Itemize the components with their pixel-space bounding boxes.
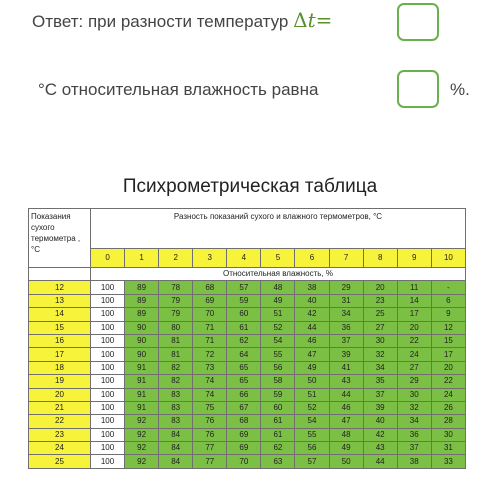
humidity-cell: 100 — [91, 388, 125, 401]
humidity-cell: 20 — [397, 321, 431, 334]
humidity-cell: 92 — [125, 415, 159, 428]
humidity-cell: 72 — [193, 348, 227, 361]
table-row — [29, 321, 466, 334]
table-row — [29, 308, 466, 321]
humidity-cell: 46 — [295, 334, 329, 347]
difference-value-cell: 7 — [329, 249, 363, 268]
humidity-cell: 15 — [431, 334, 465, 347]
humidity-cell: 82 — [159, 375, 193, 388]
humidity-cell: 89 — [125, 294, 159, 307]
dry-temperature-cell: 22 — [29, 415, 91, 428]
dry-temperature-cell: 17 — [29, 348, 91, 361]
humidity-cell: 90 — [125, 334, 159, 347]
humidity-cell: - — [431, 281, 465, 294]
dry-temperature-cell: 12 — [29, 281, 91, 294]
humidity-cell: 56 — [261, 361, 295, 374]
humidity-cell: 91 — [125, 401, 159, 414]
humidity-cell: 35 — [363, 375, 397, 388]
humidity-cell: 100 — [91, 455, 125, 468]
humidity-cell: 14 — [397, 294, 431, 307]
table-row — [29, 361, 466, 374]
humidity-cell: 51 — [261, 308, 295, 321]
humidity-cell: 51 — [295, 388, 329, 401]
humidity-cell: 100 — [91, 375, 125, 388]
table-header-row — [29, 209, 466, 249]
humidity-cell: 26 — [431, 401, 465, 414]
humidity-cell: 70 — [227, 455, 261, 468]
humidity-cell: 61 — [227, 321, 261, 334]
dry-temperature-cell: 23 — [29, 428, 91, 441]
humidity-cell: 59 — [261, 388, 295, 401]
humidity-cell: 71 — [193, 334, 227, 347]
table-title: Психрометрическая таблица — [122, 176, 378, 197]
humidity-cell: 32 — [397, 401, 431, 414]
humidity-cell: 42 — [363, 428, 397, 441]
humidity-cell: 20 — [431, 361, 465, 374]
dry-temperature-cell: 18 — [29, 361, 91, 374]
humidity-cell: 55 — [295, 428, 329, 441]
humidity-cell: 62 — [261, 442, 295, 455]
dry-temperature-cell: 19 — [29, 375, 91, 388]
humidity-cell: 64 — [227, 348, 261, 361]
humidity-cell: 33 — [431, 455, 465, 468]
humidity-cell: 11 — [397, 281, 431, 294]
humidity-cell: 54 — [295, 415, 329, 428]
dry-temperature-cell: 14 — [29, 308, 91, 321]
delta-symbol: Δ — [293, 8, 308, 32]
humidity-cell: 6 — [431, 294, 465, 307]
humidity-cell: 68 — [227, 415, 261, 428]
humidity-cell: 74 — [193, 375, 227, 388]
humidity-cell: 27 — [363, 321, 397, 334]
humidity-cell: 91 — [125, 375, 159, 388]
humidity-cell: 24 — [431, 388, 465, 401]
humidity-cell: 40 — [295, 294, 329, 307]
humidity-cell: 84 — [159, 455, 193, 468]
humidity-cell: 37 — [363, 388, 397, 401]
table-row — [29, 455, 466, 468]
humidity-cell: 70 — [193, 308, 227, 321]
humidity-cell: 68 — [193, 281, 227, 294]
table-row — [29, 401, 466, 414]
humidity-cell: 65 — [227, 361, 261, 374]
humidity-cell: 40 — [363, 415, 397, 428]
humidity-cell: 63 — [261, 455, 295, 468]
humidity-cell: 30 — [363, 334, 397, 347]
table-row — [29, 428, 466, 441]
humidity-cell: 34 — [329, 308, 363, 321]
humidity-cell: 62 — [227, 334, 261, 347]
humidity-cell: 24 — [397, 348, 431, 361]
humidity-cell: 79 — [159, 308, 193, 321]
difference-values-row — [29, 249, 466, 268]
humidity-cell: 82 — [159, 361, 193, 374]
humidity-cell: 37 — [329, 334, 363, 347]
humidity-cell: 92 — [125, 428, 159, 441]
humidity-cell: 84 — [159, 428, 193, 441]
humidity-cell: 69 — [227, 442, 261, 455]
dry-temperature-cell: 13 — [29, 294, 91, 307]
humidity-cell: 66 — [227, 388, 261, 401]
humidity-cell: 48 — [261, 281, 295, 294]
humidity-cell: 31 — [329, 294, 363, 307]
humidity-cell: 100 — [91, 415, 125, 428]
humidity-cell: 75 — [193, 401, 227, 414]
humidity-cell: 29 — [329, 281, 363, 294]
humidity-cell: 92 — [125, 442, 159, 455]
dry-temperature-cell: 16 — [29, 334, 91, 347]
humidity-cell: 43 — [363, 442, 397, 455]
humidity-cell: 55 — [261, 348, 295, 361]
humidity-cell: 91 — [125, 388, 159, 401]
humidity-cell: 32 — [363, 348, 397, 361]
humidity-cell: 100 — [91, 428, 125, 441]
humidity-cell: 67 — [227, 401, 261, 414]
humidity-cell: 56 — [295, 442, 329, 455]
table-row — [29, 375, 466, 388]
dry-temperature-cell: 20 — [29, 388, 91, 401]
humidity-cell: 65 — [227, 375, 261, 388]
delta-variable: t — [307, 8, 316, 32]
difference-value-cell: 10 — [431, 249, 465, 268]
humidity-cell: 100 — [91, 401, 125, 414]
humidity-cell: 12 — [431, 321, 465, 334]
humidity-cell: 47 — [295, 348, 329, 361]
table-row — [29, 415, 466, 428]
humidity-cell: 69 — [193, 294, 227, 307]
humidity-cell: 9 — [431, 308, 465, 321]
percent-sign: %. — [450, 80, 470, 99]
table-row — [29, 281, 466, 294]
humidity-cell: 100 — [91, 321, 125, 334]
humidity-cell: 29 — [397, 375, 431, 388]
difference-value-cell: 0 — [91, 249, 125, 268]
humidity-cell: 100 — [91, 308, 125, 321]
humidity-cell: 28 — [431, 415, 465, 428]
humidity-cell: 44 — [329, 388, 363, 401]
delta-t-formula — [293, 8, 316, 32]
humidity-cell: 31 — [431, 442, 465, 455]
table-row — [29, 388, 466, 401]
difference-value-cell: 3 — [193, 249, 227, 268]
humidity-cell: 90 — [125, 348, 159, 361]
humidity-header-row — [29, 268, 466, 281]
humidity-cell: 30 — [397, 388, 431, 401]
humidity-cell: 58 — [261, 375, 295, 388]
humidity-cell: 46 — [329, 401, 363, 414]
humidity-cell: 91 — [125, 361, 159, 374]
humidity-cell: 38 — [397, 455, 431, 468]
equals-sign: = — [315, 8, 333, 32]
humidity-cell: 54 — [261, 334, 295, 347]
humidity-cell: 78 — [159, 281, 193, 294]
table-row — [29, 334, 466, 347]
humidity-cell: 30 — [431, 428, 465, 441]
humidity-cell: 80 — [159, 321, 193, 334]
humidity-cell: 17 — [397, 308, 431, 321]
humidity-cell: 61 — [261, 415, 295, 428]
humidity-cell: 39 — [363, 401, 397, 414]
table-row — [29, 294, 466, 307]
humidity-cell: 49 — [261, 294, 295, 307]
difference-value-cell: 2 — [159, 249, 193, 268]
humidity-cell: 81 — [159, 348, 193, 361]
humidity-cell: 61 — [261, 428, 295, 441]
humidity-cell: 38 — [295, 281, 329, 294]
difference-value-cell: 1 — [125, 249, 159, 268]
difference-value-cell: 9 — [397, 249, 431, 268]
humidity-cell: 83 — [159, 388, 193, 401]
humidity-cell: 50 — [295, 375, 329, 388]
dry-temperature-cell: 24 — [29, 442, 91, 455]
answer-line-1 — [32, 8, 332, 32]
humidity-cell: 77 — [193, 455, 227, 468]
humidity-cell: 57 — [295, 455, 329, 468]
humidity-cell: 22 — [397, 334, 431, 347]
humidity-cell: 34 — [397, 415, 431, 428]
humidity-cell: 25 — [363, 308, 397, 321]
humidity-cell: 89 — [125, 281, 159, 294]
humidity-cell: 74 — [193, 388, 227, 401]
humidity-cell: 100 — [91, 442, 125, 455]
humidity-cell: 41 — [329, 361, 363, 374]
humidity-cell: 76 — [193, 415, 227, 428]
table-row — [29, 348, 466, 361]
dry-temperature-cell: 21 — [29, 401, 91, 414]
dry-thermometer-header: Показания сухого термометра , °С — [29, 209, 91, 268]
humidity-cell: 83 — [159, 401, 193, 414]
psychrometric-table — [28, 208, 466, 469]
humidity-cell: 100 — [91, 294, 125, 307]
humidity-header: Относительная влажность, % — [91, 268, 466, 281]
humidity-cell: 59 — [227, 294, 261, 307]
humidity-cell: 37 — [397, 442, 431, 455]
answer-line-2: °C относительная влажность равна — [38, 80, 319, 99]
humidity-cell: 36 — [329, 321, 363, 334]
humidity-cell: 60 — [261, 401, 295, 414]
humidity-cell: 52 — [295, 401, 329, 414]
empty-cell — [29, 268, 91, 281]
humidity-cell: 71 — [193, 321, 227, 334]
humidity-cell: 57 — [227, 281, 261, 294]
difference-value-cell: 6 — [295, 249, 329, 268]
dry-temperature-cell: 25 — [29, 455, 91, 468]
humidity-cell: 84 — [159, 442, 193, 455]
humidity-cell: 47 — [329, 415, 363, 428]
humidity-cell: 100 — [91, 348, 125, 361]
humidity-cell: 49 — [329, 442, 363, 455]
dry-temperature-cell: 15 — [29, 321, 91, 334]
answer-prefix-text: Ответ: при разности температур — [32, 12, 289, 31]
humidity-cell: 90 — [125, 321, 159, 334]
humidity-cell: 22 — [431, 375, 465, 388]
humidity-cell: 77 — [193, 442, 227, 455]
humidity-cell: 44 — [295, 321, 329, 334]
humidity-cell: 43 — [329, 375, 363, 388]
humidity-cell: 76 — [193, 428, 227, 441]
difference-value-cell: 8 — [363, 249, 397, 268]
humidity-input[interactable] — [397, 70, 439, 108]
humidity-cell: 39 — [329, 348, 363, 361]
humidity-cell: 27 — [397, 361, 431, 374]
difference-value-cell: 4 — [227, 249, 261, 268]
humidity-cell: 49 — [295, 361, 329, 374]
humidity-cell: 23 — [363, 294, 397, 307]
temperature-difference-input[interactable] — [397, 3, 439, 41]
humidity-cell: 89 — [125, 308, 159, 321]
humidity-cell: 83 — [159, 415, 193, 428]
humidity-cell: 17 — [431, 348, 465, 361]
humidity-cell: 42 — [295, 308, 329, 321]
humidity-cell: 100 — [91, 281, 125, 294]
difference-value-cell: 5 — [261, 249, 295, 268]
humidity-cell: 52 — [261, 321, 295, 334]
table-row — [29, 442, 466, 455]
humidity-cell: 60 — [227, 308, 261, 321]
difference-header: Разность показаний сухого и влажного термометров, °С — [91, 209, 466, 249]
humidity-cell: 48 — [329, 428, 363, 441]
humidity-cell: 100 — [91, 334, 125, 347]
humidity-cell: 50 — [329, 455, 363, 468]
humidity-cell: 79 — [159, 294, 193, 307]
humidity-cell: 44 — [363, 455, 397, 468]
humidity-cell: 34 — [363, 361, 397, 374]
humidity-cell: 73 — [193, 361, 227, 374]
humidity-cell: 92 — [125, 455, 159, 468]
humidity-cell: 20 — [363, 281, 397, 294]
humidity-cell: 36 — [397, 428, 431, 441]
humidity-cell: 69 — [227, 428, 261, 441]
humidity-cell: 81 — [159, 334, 193, 347]
humidity-cell: 100 — [91, 361, 125, 374]
